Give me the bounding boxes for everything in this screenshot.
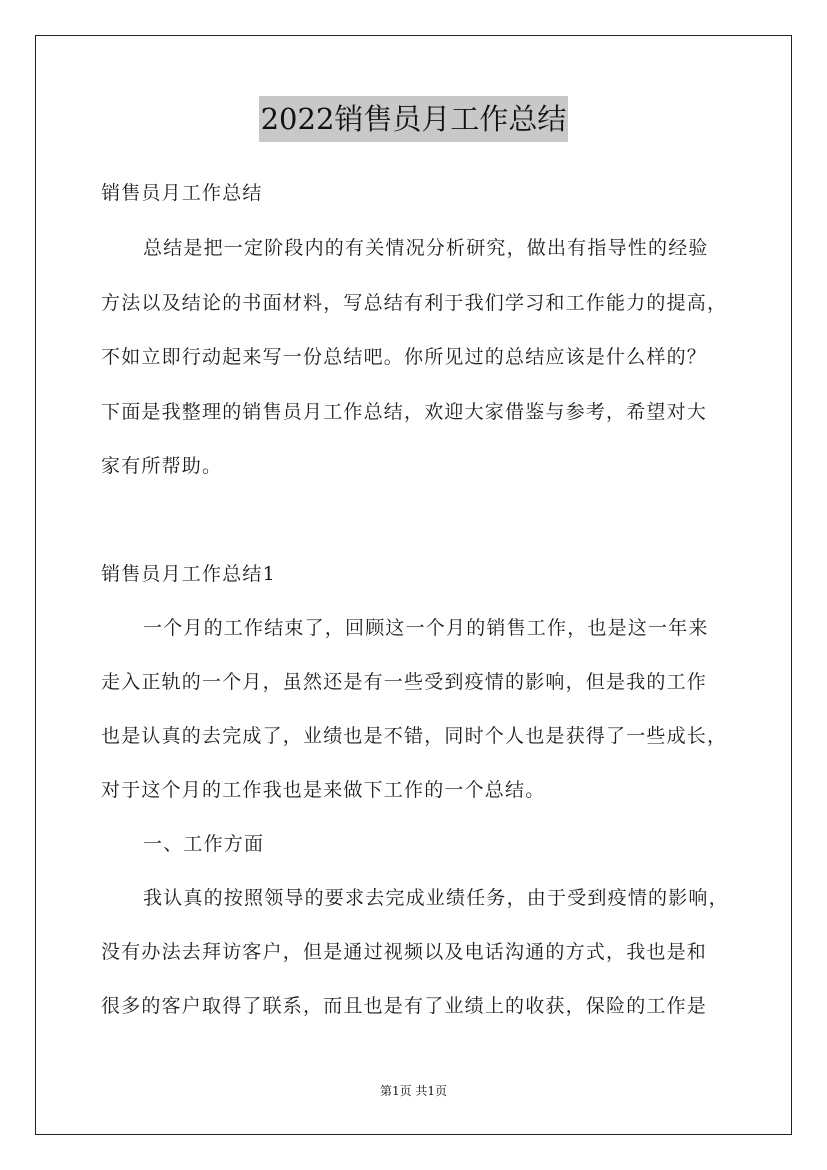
section-heading: 销售员月工作总结1 <box>101 563 276 585</box>
section-heading: 销售员月工作总结 <box>101 182 263 204</box>
paragraph-line: 一个月的工作结束了，回顾这一个月的销售工作，也是这一年来 <box>143 617 709 639</box>
paragraph-line: 家有所帮助。 <box>101 455 223 477</box>
subsection-heading: 一、工作方面 <box>143 833 265 855</box>
paragraph-line: 下面是我整理的销售员月工作总结，欢迎大家借鉴与参考，希望对大 <box>101 401 708 423</box>
paragraph-line: 方法以及结论的书面材料，写总结有利于我们学习和工作能力的提高， <box>101 292 728 314</box>
page-footer: 第1页 共1页 <box>379 1084 448 1098</box>
paragraph-line: 总结是把一定阶段内的有关情况分析研究，做出有指导性的经验 <box>143 237 709 259</box>
document-title: 2022销售员月工作总结 <box>259 96 569 142</box>
paragraph-line: 也是认真的去完成了，业绩也是不错，同时个人也是获得了一些成长， <box>101 725 728 747</box>
paragraph-line: 我认真的按照领导的要求去完成业绩任务，由于受到疫情的影响， <box>143 887 729 909</box>
paragraph-line: 不如立即行动起来写一份总结吧。你所见过的总结应该是什么样的？ <box>101 346 708 368</box>
paragraph-line: 很多的客户取得了联系，而且也是有了业绩上的收获，保险的工作是 <box>101 995 708 1017</box>
paragraph-line: 对于这个月的工作我也是来做下工作的一个总结。 <box>101 779 546 801</box>
paragraph-line: 没有办法去拜访客户，但是通过视频以及电话沟通的方式，我也是和 <box>101 941 708 963</box>
title-container <box>0 96 827 142</box>
paragraph-line: 走入正轨的一个月，虽然还是有一些受到疫情的影响，但是我的工作 <box>101 671 708 693</box>
